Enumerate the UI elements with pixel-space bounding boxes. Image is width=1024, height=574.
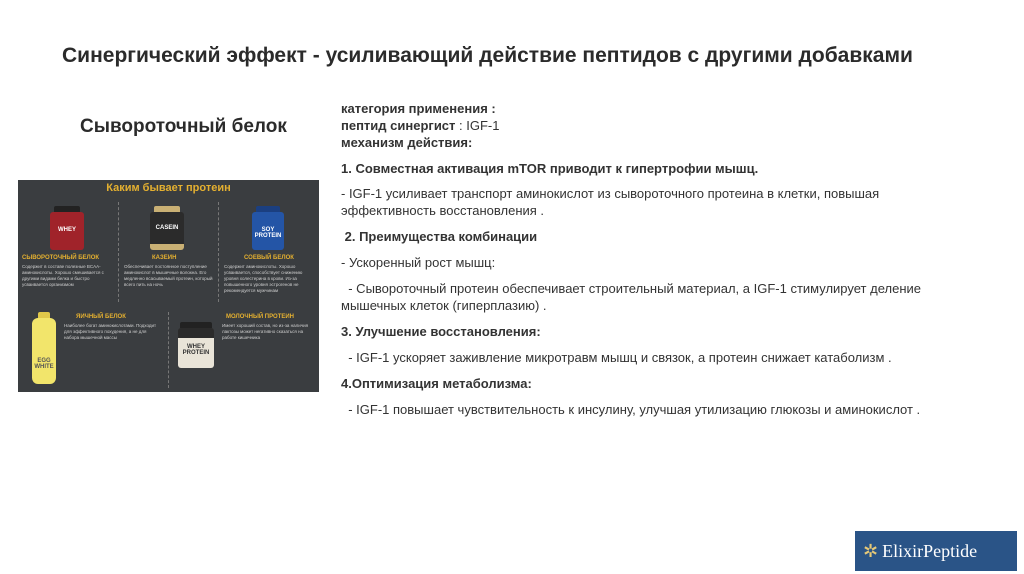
point-4-text: - IGF-1 повышает чувствительность к инсулину, улучшая утилизацию глюкозы и аминокислот . [341,402,921,417]
point-4-title: 4.Оптимизация метаболизма: [341,376,532,391]
elixirpeptide-logo [855,531,1017,571]
milk-protein-jar-icon: WHEY PROTEIN [178,328,214,368]
synergist-line [341,117,921,134]
product-description: Содержит аминокислоты. Хорошо усваивается, способствует снижению уровня холестерина в крови. Из-за повышенного уровня эстрогенов не рекомендуется мужчинам [224,264,303,293]
product-description: Содержит в составе полезные BCAA-аминокислоты. Хорошо смешивается с другими видами белка и быстро усваивается организмом [22,264,104,287]
point-3-title: 3. Улучшение восстановления: [341,324,541,339]
product-whey [18,202,118,307]
synergist-label: пептид синергист [341,118,456,133]
product-name: СОЕВЫЙ БЕЛОК [244,255,294,261]
point-2-text-a: - Ускоренный рост мышц: [341,255,496,270]
mechanism-label: механизм действия: [341,135,473,150]
product-egg [18,310,168,390]
point-1-text: - IGF-1 усиливает транспорт аминокислот из сывороточного протеина в клетки, повышая эффективность восстановления . [341,186,880,218]
product-soy [220,202,318,307]
divider [168,312,169,388]
divider [118,202,119,302]
product-name: СЫВОРОТОЧНЫЙ БЕЛОК [22,255,100,261]
product-description: Имеет хороший состав, но из-за наличия лактозы может негативно сказаться на работе кишечника [222,323,309,340]
section-heading: Сывороточный белок [80,116,287,137]
product-name: КАЗЕИН [152,255,177,261]
product-name: ЯИЧНЫЙ БЕЛОК [76,314,126,320]
molecule-icon: ✲ [863,540,879,561]
category-label: категория применения : [341,101,496,116]
divider [218,202,219,302]
synergist-value: : IGF-1 [455,118,500,133]
protein-infographic [18,180,319,392]
logo-text: ElixirPeptide [882,540,978,561]
point-1-title: 1. Совместная активация mTOR приводит к гипертрофии мышц. [341,161,759,176]
egg-bottle-icon: EGG WHITE [32,318,56,384]
soy-jar-icon: SOY PROTEIN [252,212,284,250]
product-description: Обеспечивает постоянное поступление аминокислот в мышечные волокна. Его медленно всасываемый протеин, который всего пить на ночь [124,264,213,287]
product-description: Наиболее богат аминокислотами. Подходит для эффективного похудения, а не для набора мышечной массы [64,323,157,340]
infographic-title: Каким бывает протеин [106,182,231,194]
point-3-text: - IGF-1 ускоряет заживление микротравм мышц и связок, а протеин снижает катаболизм . [341,350,892,365]
product-name: МОЛОЧНЫЙ ПРОТЕИН [226,314,295,320]
whey-jar-icon: WHEY [50,212,84,250]
casein-jar-icon: CASEIN [150,212,184,250]
product-milk [170,310,319,390]
point-2-text-b: - Сывороточный протеин обеспечивает строительный материал, а IGF-1 стимулирует деление мышечных клеток (гиперплазию) . [341,281,925,313]
product-casein [120,202,218,307]
mechanism-text [341,100,925,418]
slide-title: Синергический эффект - усиливающий действие пептидов с другими добавками [62,44,913,67]
point-2-title: 2. Преимущества комбинации [341,229,538,244]
